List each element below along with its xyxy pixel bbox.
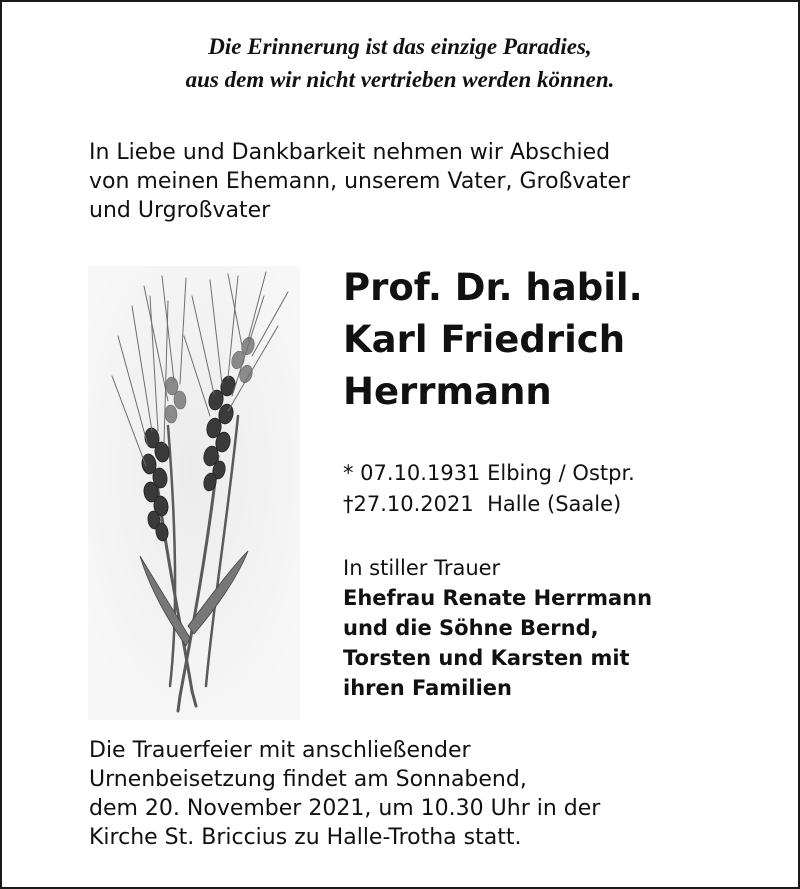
quote-line: Die Erinnerung ist das einzige Paradies, [208,34,592,59]
name-line: Karl Friedrich [343,318,626,361]
intro-line: von meinen Ehemann, unserem Vater, Großvater [89,169,631,194]
service-line: Kirche St. Briccius zu Halle-Trotha statt. [89,825,522,850]
life-dates [343,458,635,520]
birth-date: * 07.10.1931 Elbing / Ostpr. [343,461,635,485]
farewell-intro [89,138,769,225]
mourner-line: und die Söhne Bernd, [343,616,599,640]
deceased-name [343,262,643,418]
mourning-intro: In stiller Trauer [343,556,501,580]
quote-line: aus dem wir nicht vertrieben werden können. [185,67,615,92]
mourner-line: Torsten und Karsten mit [343,646,630,670]
name-line: Herrmann [343,370,552,413]
service-line: dem 20. November 2021, um 10.30 Uhr in der [89,796,601,821]
mourner-line: ihren Familien [343,676,512,700]
mourners [343,553,652,703]
intro-line: In Liebe und Dankbarkeit nehmen wir Abschied [89,140,611,165]
service-line: Die Trauerfeier mit anschließender [89,738,471,763]
service-info [89,736,600,852]
name-line: Prof. Dr. habil. [343,266,643,309]
service-line: Urnenbeisetzung findet am Sonnabend, [89,767,527,792]
death-date: †27.10.2021 Halle (Saale) [343,492,622,516]
mourner-line: Ehefrau Renate Herrmann [343,586,653,610]
quote [0,30,800,96]
wheat-ears-icon [88,266,300,720]
intro-line: und Urgroßvater [89,198,271,223]
